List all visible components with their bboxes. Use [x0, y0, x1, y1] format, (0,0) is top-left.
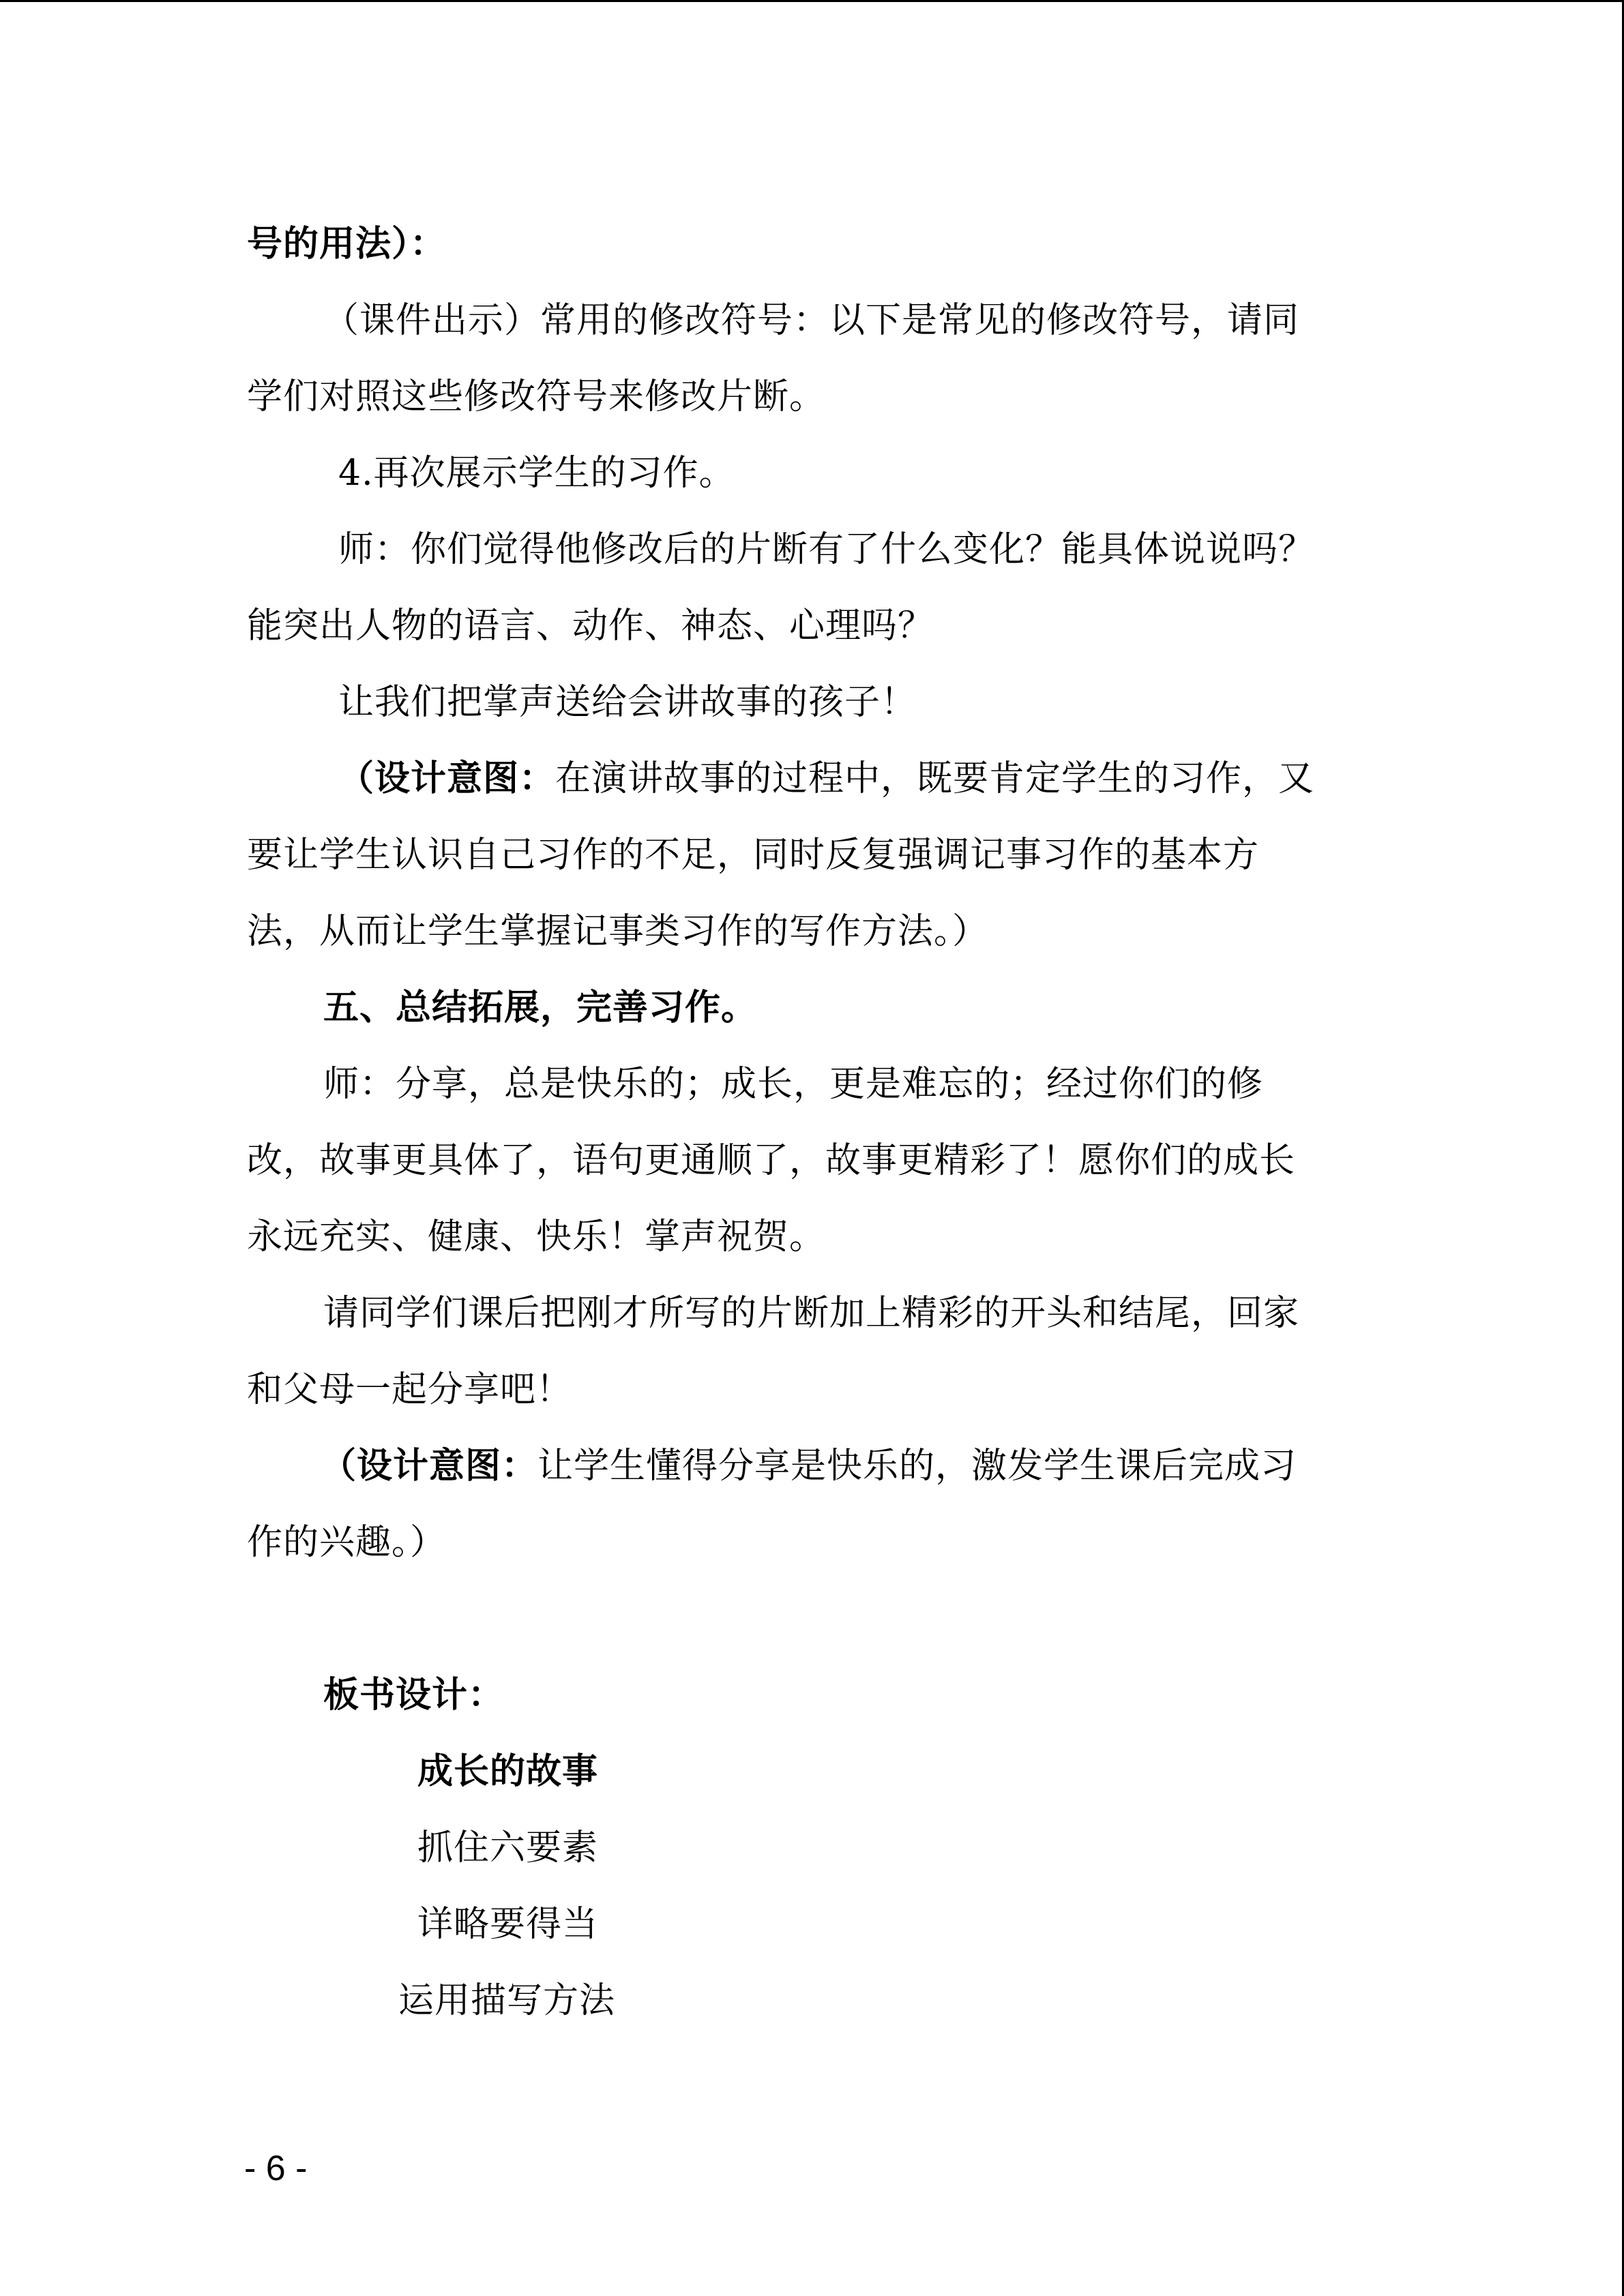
design-intent-line [321, 1444, 1297, 1488]
design-intent-label: （设计意图： [321, 1445, 538, 1487]
paragraph-line: 让我们把掌声送给会讲故事的孩子！ [338, 682, 917, 723]
paragraph-line: 法，从而让学生掌握记事类习作的写作方法。） [247, 911, 989, 952]
paragraph-line: 要让学生认识自己习作的不足，同时反复强调记事习作的基本方 [247, 835, 1260, 876]
design-intent-line [338, 757, 1314, 801]
board-design-title: 成长的故事 [417, 1750, 599, 1792]
board-design-item: 抓住六要素 [417, 1828, 599, 1868]
paragraph-line: 师：你们觉得他修改后的片断有了什么变化？能具体说说吗？ [338, 529, 1315, 570]
design-intent-text: 在演讲故事的过程中，既要肯定学生的习作，又 [555, 758, 1315, 799]
design-intent-text: 让学生懂得分享是快乐的，激发学生课后完成习 [537, 1446, 1297, 1487]
page-number: - 6 - [244, 2149, 308, 2188]
board-design-heading: 板书设计： [323, 1674, 505, 1716]
design-intent-label: （设计意图： [338, 758, 556, 799]
paragraph-line: 号的用法）： [247, 223, 447, 265]
paragraph-line: 学们对照这些修改符号来修改片断。 [247, 376, 826, 417]
paragraph-line: 请同学们课后把刚才所写的片断加上精彩的开头和结尾，回家 [323, 1293, 1300, 1334]
paragraph-line: （课件出示）常用的修改符号：以下是常见的修改符号，请同 [323, 300, 1300, 341]
paragraph-line: 能突出人物的语言、动作、神态、心理吗？ [247, 606, 934, 646]
paragraph-line: 永远充实、健康、快乐！掌声祝贺。 [247, 1217, 826, 1257]
paragraph-line: 师：分享，总是快乐的；成长，更是难忘的；经过你们的修 [323, 1064, 1264, 1105]
paragraph-line: 改，故事更具体了，语句更通顺了，故事更精彩了！愿你们的成长 [247, 1140, 1296, 1181]
paragraph-line: 和父母一起分享吧！ [247, 1369, 573, 1410]
paragraph-line: 4.再次展示学生的习作。 [338, 453, 735, 494]
board-design-item: 运用描写方法 [398, 1980, 616, 2021]
paragraph-line: 作的兴趣。） [247, 1522, 447, 1563]
board-design-item: 详略要得当 [417, 1904, 599, 1945]
section-heading: 五、总结拓展，完善习作。 [323, 987, 758, 1028]
